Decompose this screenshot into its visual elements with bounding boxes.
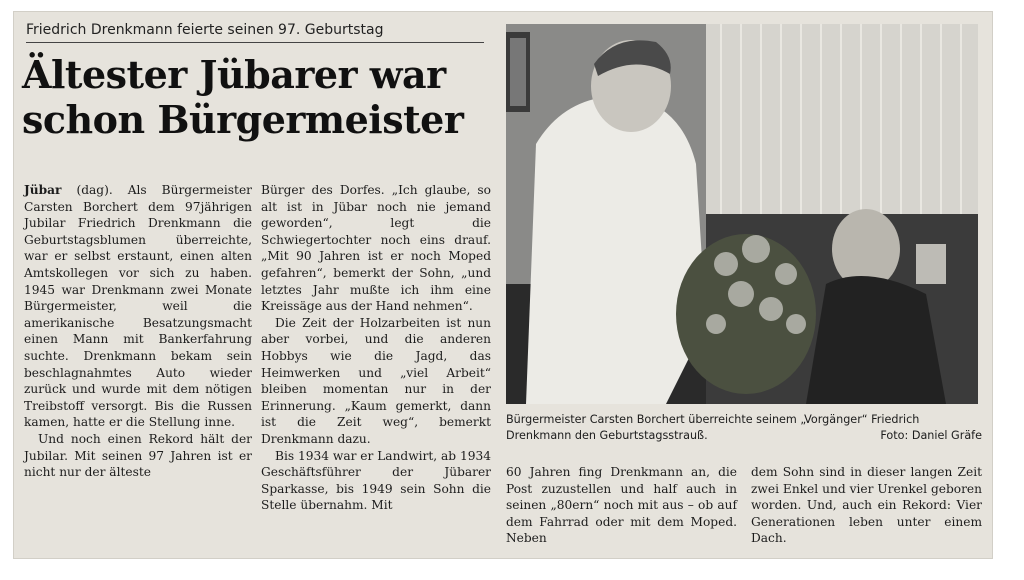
caption-text: Bürgermeister Carsten Borchert überreichte seinem „Vorgänger“ Friedrich Drenkmann den Geburtstagsstrauß. [506,413,920,442]
dateline: Jübar [24,183,62,197]
photo-illustration [506,24,978,404]
text-column-3 [506,464,737,547]
photo-credit: Foto: Daniel Gräfe [880,429,982,442]
headline-line-1: Ältester Jübarer war [22,52,446,97]
text-column-2 [261,182,491,514]
photo-caption [506,412,982,444]
headline-line-2: schon Bürgermeister [22,97,464,142]
paragraph: Und noch einen Rekord hält der Jubilar. Mit seinen 97 Jahren ist er nicht nur der älteste [24,431,252,480]
headline [22,52,502,142]
newspaper-clipping [14,12,992,558]
text-column-1 [24,182,252,481]
kicker-underline [26,42,484,43]
paragraph: dem Sohn sind in dieser langen Zeit zwei Enkel und vier Urenkel geboren worden. Und, auch ein Rekord: Vier Generationen leben unter einem Dach. [751,465,982,546]
paragraph-text: (dag). Als Bürgermeister Carsten Borchert dem 97jährigen Jubilar Friedrich Drenkmann die Geburtstagsblumen überreichte, war er selbst erstaunt, einen alten Amtskollegen vor sich zu haben. 1945 war Drenkmann zwei Monate Bürgermeister, weil die amerikanische Besatzungsmacht einen Mann mit Bankerfahrung suchte. Drenkmann bekam sein beschlagnahmtes Auto wieder zurück und wurde mit dem nötigen Treibstoff versorgt. Bis die Russen kamen, hatte er die Stellung inne. [24,183,252,430]
kicker: Friedrich Drenkmann feierte seinen 97. Geburtstag [26,22,384,38]
paragraph: 60 Jahren fing Drenkmann an, die Post zuzustellen und half auch in seinen „80ern“ noch mit aus – ob auf dem Fahrrad oder mit dem Moped. Neben [506,465,737,546]
text-column-4 [751,464,982,547]
article-photo [506,24,978,404]
paragraph: Bis 1934 war er Landwirt, ab 1934 Geschäftsführer der Jübarer Sparkasse, bis 1949 sein Sohn die Stelle übernahm. Mit [261,448,491,513]
paragraph: Bürger des Dorfes. „Ich glaube, so alt ist in Jübar noch nie jemand geworden“, legt die Schwiegertochter noch eins drauf. „Mit 90 Jahren ist er noch Moped gefahren“, bemerkt der Sohn, „und letztes Jahr mußte ich ihm eine Kreissäge aus der Hand nehmen“. [261,183,491,314]
paragraph [24,182,252,431]
paragraph: Die Zeit der Holzarbeiten ist nun aber vorbei, und die anderen Hobbys wie die Jagd, das Heimwerken und „viel Arbeit“ bleiben momentan nur in der Erinnerung. „Kaum gemerkt, dann ist die Zeit weg“, bemerkt Drenkmann dazu. [261,315,491,446]
